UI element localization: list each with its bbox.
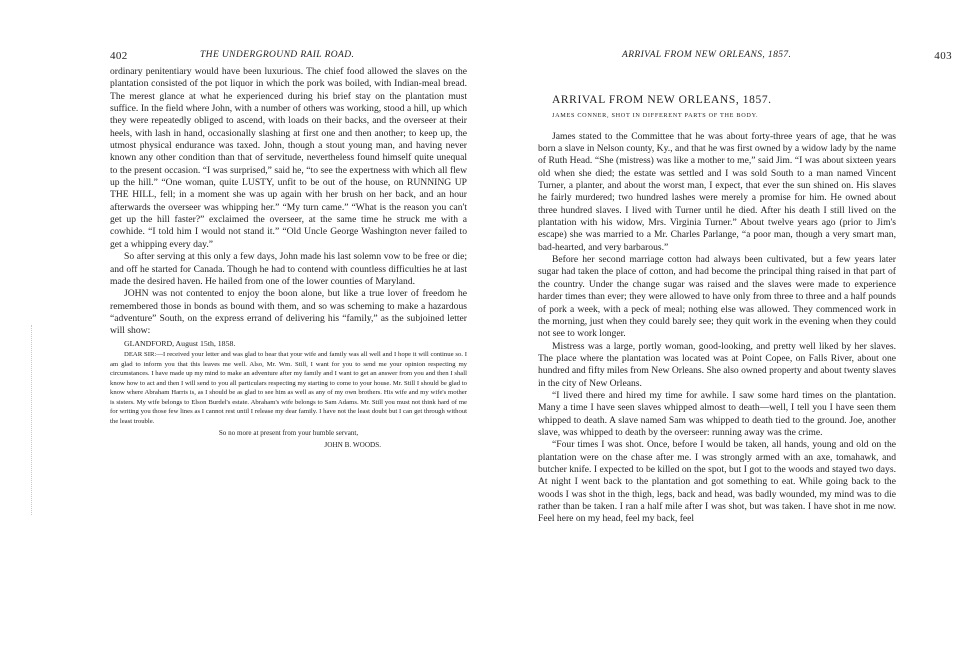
margin-marks xyxy=(31,325,38,515)
right-running-title: ARRIVAL FROM NEW ORLEANS, 1857. xyxy=(622,50,792,60)
right-paragraph-4: “I lived there and hired my time for awhile. I saw some hard times on the plantation. Many a time I have seen slaves whipped almost to death—well, I tell you I have seen them whipped to death. A slave named Sam was whipped to death tied to the ground. Joe, another slave, was whipped to death by the overseer: running away was the crime. xyxy=(538,389,896,438)
right-running-head xyxy=(622,50,952,60)
letter-closing: So no more at present from your humble servant, xyxy=(218,428,359,437)
left-paragraph-1: ordinary penitentiary would have been luxurious. The chief food allowed the slaves on the plantation consisted of the pot liquor in which the pork was boiled, with Indian-meal bread. The merest glance at what he experienced during his brief stay on the plantation must suffice. In the field where John, with a number of others was working, stood a hill, up which they were repeatedly obliged to ascend, with loads on their backs, and the overseer at their heels, with lash in hand, occasionally slashing at first one and then another; to keep up, the utmost physical endurance was taxed. John, though a stout young man, and having never known any other condition than that of servitude, nevertheless found himself quite unequal to the present occasion. “I was surprised,” said he, “to see the expertness with which all flew up the hill.” “One woman, quite LUSTY, unfit to be out of the house, on RUNNING UP THE HILL, fell; in a moment she was up again with her brush on her back, and an hour afterwards the overseer was whipping her.” “My turn came.” “What is the reason you can't get up the hill faster?” exclaimed the overseer, at the same time he struck me with a cowhide. “I told him I would not stand it.” “Old Uncle George Washington never failed to get a whipping every day.” xyxy=(110,66,467,250)
chapter-heading: ARRIVAL FROM NEW ORLEANS, 1857. xyxy=(552,94,772,106)
embedded-letter xyxy=(110,338,467,452)
letter-body xyxy=(110,350,467,427)
left-page-number: 402 xyxy=(110,50,128,62)
left-text-block xyxy=(110,66,467,451)
letter-text: DEAR SIR:—I received your letter and was glad to hear that your wife and family was all well and I hope it will continue so. I am glad to inform you that this leaves me well. Also, Mr. Wm. Still, I want for you to send me your opinion respecting my circumstances. I have made up my mind to make an adventure after my family and I want to get an answer from you and then I shall know how to act and then I will send to you all particulars respecting my starting to come to your house. Mr. Still I should be glad to know where Abraham Harris is, as I should be as glad to see him as well as any of my own brothers. His wife and my wife's mother is sisters. My wife belongs to Elson Burdel's estate. Abraham's wife belongs to Sam Adams. Mr. Still you must not think hard of me for writing you those few lines as I cannot rest until I release my dear family. I have not the least doubt but I can get through without the least trouble. xyxy=(110,350,467,426)
chapter-subheading: JAMES CONNER, SHOT IN DIFFERENT PARTS OF THE BODY. xyxy=(552,112,759,120)
right-page-number: 403 xyxy=(934,50,952,62)
right-paragraph-1: James stated to the Committee that he was about forty-three years of age, that he was born a slave in Nelson county, Ky., and that he was first owned by a widow lady by the name of Ruth Head. “She (mistress) was like a mother to me,” said Jim. “I was about sixteen years old when she died; the estate was settled and I was sold South to a man named Vincent Turner, a planter, and about the worst man, I expect, that ever the sun shined on. His slaves he fairly murdered; two hundred lashes were merely a promise for him. He owned about three hundred slaves. I lived with Turner until he died. After his death I still lived on the plantation with his widow, Mrs. Virginia Turner.” About twelve years ago (prior to Jim's escape) she was married to a Mr. Charles Parlange, “a poor man, though a very smart man, bad-hearted, and very barbarous.” xyxy=(538,130,896,253)
letter-dateline: GLANDFORD, August 15th, 1858. xyxy=(124,338,236,348)
letter-signature: JOHN B. WOODS. xyxy=(324,441,381,449)
left-paragraph-2: So after serving at this only a few days, John made his last solemn vow to be free or die; and off he started for Canada. Though he had to contend with countless difficulties he at last made the desired haven. He hailed from one of the lower counties of Maryland. xyxy=(110,251,467,287)
right-paragraph-2: Before her second marriage cotton had always been cultivated, but a few years later sugar had taken the place of cotton, and had become the principal thing raised in that part of the country. Under the change sugar was raised and the slaves were made to experience harder times than ever; they were allowed to have only from three to three and a half pounds of pork a week, with a peck of meal; nothing else was allowed. They commenced work in the morning, just when they could barely see; they quit work in the evening when they could not see to work longer. xyxy=(538,254,896,340)
right-paragraph-5: “Four times I was shot. Once, before I would be taken, all hands, young and old on the plantation were on the chase after me. I was strongly armed with an axe, tomahawk, and butcher knife. I expected to be killed on the spot, but I got to the woods and stayed two days. At night I went back to the plantation and got something to eat. While going back to the woods I was shot in the thigh, legs, back and head, was badly wounded, my mind was to die rather than be taken. I ran a half mile after I was shot, but was taken. I have shot in me now. Feel here on my head, feel my back, feel xyxy=(538,439,896,525)
left-paragraph-3: JOHN was not contented to enjoy the boon alone, but like a true lover of freedom he remembered those in bonds as bound with them, and so was scheming to make a hazardous “adventure” South, on the express errand of delivering his “family,” as the subjoined letter will show: xyxy=(110,288,467,337)
right-page xyxy=(490,0,980,645)
left-running-title: THE UNDERGROUND RAIL ROAD. xyxy=(200,50,355,60)
right-paragraph-3: Mistress was a large, portly woman, good-looking, and pretty well liked by her slaves. The place where the plantation was located was at Point Copee, on Falls River, about one hundred and fifty miles from New Orleans. She also owned property and about twenty slaves in the city of New Orleans. xyxy=(538,340,896,389)
right-text-block xyxy=(538,94,896,526)
left-running-head xyxy=(110,50,482,62)
